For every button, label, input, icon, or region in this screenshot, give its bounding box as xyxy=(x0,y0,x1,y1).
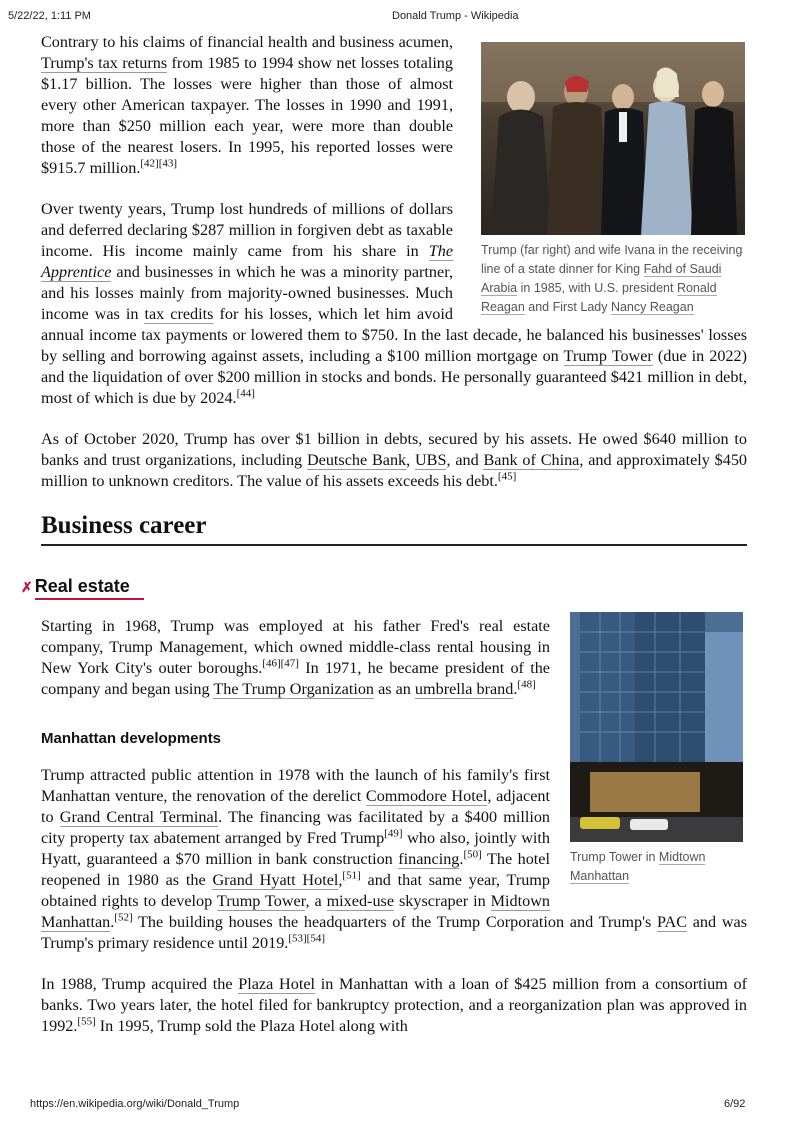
link-tax-credits[interactable]: tax credits xyxy=(144,305,214,323)
link-pac[interactable]: PAC xyxy=(657,913,688,931)
link-bank-of-china[interactable]: Bank of China xyxy=(483,451,580,469)
paragraph-losses: Over twenty years, Trump lost hundreds of millions of dollars and deferred declaring $287 million in forgiven debt as taxable income. His income mainly came from his share in The Apprentice and businesses in which he was a minority partner, and his losses mainly from majority-owned businesses. Much income was in tax credits for his losses, which let him avoid annual income tax payments or lowered them to $750. In the last decade, he balanced his businesses' losses by selling and borrowing against assets, including a $100 million mortgage on Trump Tower (due in 2022) and the liquidation of over $200 million in stocks and bonds. He personally guaranteed $421 million in debt, most of which is due by 2024.[44] xyxy=(41,200,747,407)
citation[interactable]: [48] xyxy=(517,678,536,691)
link-grand-hyatt[interactable]: Grand Hyatt Hotel xyxy=(212,871,339,889)
link-tax-returns[interactable]: Trump's tax returns xyxy=(41,54,168,72)
link-ubs[interactable]: UBS xyxy=(414,451,447,469)
trump-tower-photo[interactable] xyxy=(570,612,743,842)
link-umbrella-brand[interactable]: umbrella brand xyxy=(414,680,514,698)
figure-trump-tower xyxy=(570,612,745,886)
citation[interactable]: [55] xyxy=(77,1015,96,1028)
paragraph-manhattan: Trump attracted public attention in 1978 with the launch of his family's first Manhattan venture, the renovation of the derelict Commodore Hotel, adjacent to Grand Central Terminal. The financing was facilitated by a $400 million city property tax abatement arranged by Fred Trump[49] who also, jointly with Hyatt, guaranteed a $70 million in bank construction financing.[50] The hotel reopened in 1980 as the Grand Hyatt Hotel,[51] and that same year, Trump obtained rights to develop Trump Tower, a mixed-use skyscraper in Midtown Manhattan.[52] The building houses the headquarters of the Trump Corporation and Trump's PAC and was Trump's primary residence until 2019.[53][54] xyxy=(41,766,748,952)
article-body xyxy=(21,32,748,1057)
link-plaza-hotel[interactable]: Plaza Hotel xyxy=(238,975,315,993)
citation[interactable]: [52] xyxy=(114,911,133,924)
citation[interactable]: [44] xyxy=(236,387,255,400)
link-trump-tower[interactable]: Trump Tower xyxy=(563,347,653,365)
link-financing[interactable]: financing xyxy=(398,850,460,868)
citation[interactable]: [46][47] xyxy=(262,657,299,670)
citation[interactable]: [49] xyxy=(384,827,403,840)
star-annotation-icon: ✗ xyxy=(21,579,33,595)
link-ronald-reagan[interactable]: Ronald Reagan xyxy=(481,281,717,314)
link-trump-organization[interactable]: The Trump Organization xyxy=(213,680,375,698)
subsection-heading: ✗ Real estate xyxy=(41,576,747,600)
link-trump-tower-2[interactable]: Trump Tower xyxy=(216,892,306,910)
link-the-apprentice[interactable]: The Apprentice xyxy=(41,242,453,281)
citation[interactable]: [51] xyxy=(342,869,361,882)
paragraph-trump-management: Starting in 1968, Trump was employed at his father Fred's real estate company, Trump Management, which owned middle-class rental housing in New York City's outer boroughs.[46][47] In 1971, he became president of the company and began using The Trump Organization as an umbrella brand.[48] xyxy=(41,617,550,698)
print-url: https://en.wikipedia.org/wiki/Donald_Trump xyxy=(30,1098,240,1110)
citation[interactable]: [53][54] xyxy=(288,932,326,945)
state-dinner-photo[interactable] xyxy=(481,42,745,235)
print-title: Donald Trump - Wikipedia xyxy=(392,10,519,22)
link-commodore-hotel[interactable]: Commodore Hotel xyxy=(365,787,488,805)
citation[interactable]: [45] xyxy=(497,470,517,483)
link-midtown-manhattan[interactable]: Midtown Manhattan xyxy=(41,892,551,931)
paragraph-plaza: In 1988, Trump acquired the Plaza Hotel in Manhattan with a loan of $425 million from a consortium of banks. Two years later, the hotel filed for bankruptcy protection, and a reorganization plan was approved in 1992.[55] In 1995, Trump sold the Plaza Hotel along with xyxy=(41,975,747,1035)
link-grand-central[interactable]: Grand Central Terminal xyxy=(59,808,219,826)
link-mixed-use[interactable]: mixed-use xyxy=(326,892,395,910)
link-nancy-reagan[interactable]: Nancy Reagan xyxy=(610,300,694,314)
link-midtown-manhattan-caption[interactable]: Midtown Manhattan xyxy=(570,850,706,883)
paragraph-tax-returns: Contrary to his claims of financial health and business acumen, Trump's tax returns from 1985 to 1994 show net losses totaling $1.17 billion. The losses were higher than those of almost every other American taxpayer. The losses in 1990 and 1991, more than $250 million each year, were more than double those of the nearest losers. In 1995, his reported losses were $915.7 million.[42][43] xyxy=(41,33,453,177)
figure-state-dinner xyxy=(481,42,747,317)
link-deutsche-bank[interactable]: Deutsche Bank xyxy=(306,451,407,469)
print-datetime: 5/22/22, 1:11 PM xyxy=(8,10,91,22)
trump-tower-illustration xyxy=(570,612,743,842)
trump-tower-caption: Trump Tower in Midtown Manhattan xyxy=(570,850,706,883)
section-heading: Business career xyxy=(41,512,747,546)
citation[interactable]: [50] xyxy=(463,848,482,861)
print-page-number: 6/92 xyxy=(724,1098,746,1110)
state-dinner-illustration xyxy=(481,42,745,235)
subsubsection-heading: Manhattan developments xyxy=(41,730,222,747)
citation[interactable]: [42][43] xyxy=(140,157,178,170)
paragraph-debts: As of October 2020, Trump has over $1 billion in debts, secured by his assets. He owed $640 million to banks and trust organizations, including Deutsche Bank, UBS, and Bank of China, and approximately $450 million to unknown creditors. The value of his assets exceeds his debt.[45] xyxy=(41,430,748,490)
state-dinner-caption: Trump (far right) and wife Ivana in the receiving line of a state dinner for King Fahd of Saudi Arabia in 1985, with U.S. president Ronald Reagan and First Lady Nancy Reagan xyxy=(481,243,743,314)
link-fahd[interactable]: Fahd of Saudi Arabia xyxy=(481,262,722,295)
